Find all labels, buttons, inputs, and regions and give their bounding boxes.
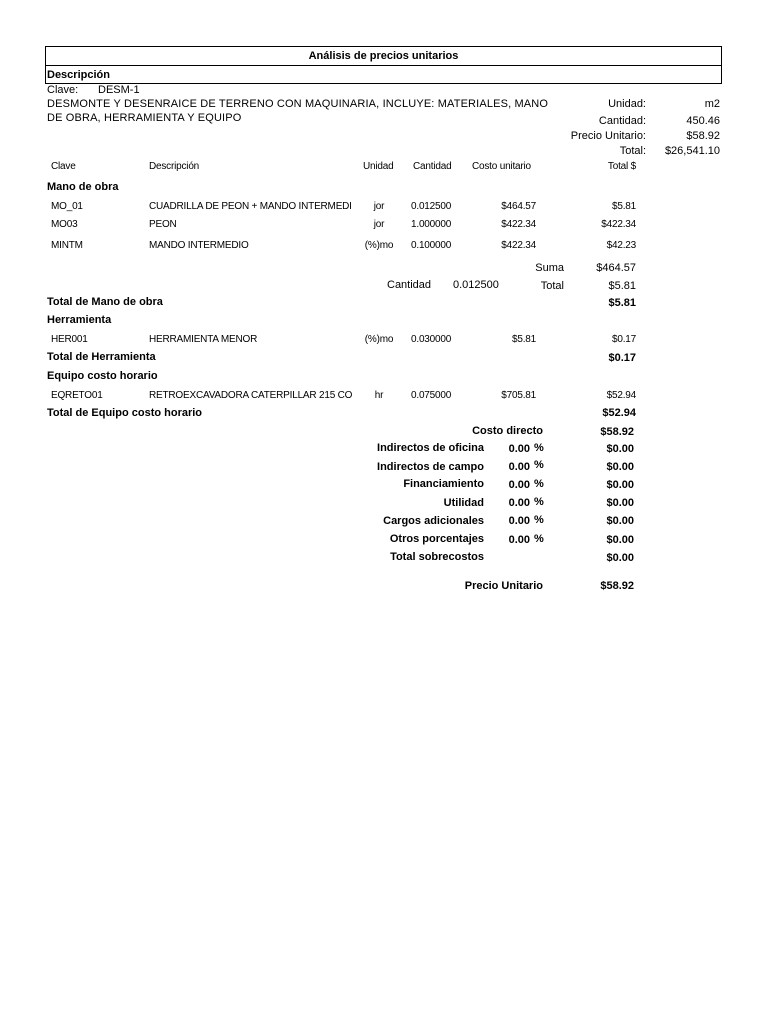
- sobrecosto-label: Indirectos de campo: [377, 461, 484, 473]
- suma-value: $464.57: [596, 262, 636, 274]
- subtotal-cantidad-label: Cantidad: [387, 279, 432, 291]
- row-clave: MINTM: [51, 240, 83, 251]
- row-unidad: hr: [374, 390, 384, 401]
- unidad-value: m2: [704, 98, 720, 110]
- cantidad-value: 450.46: [686, 115, 720, 127]
- total-sobrecostos-label: Total sobrecostos: [390, 551, 484, 563]
- percent-sign: %: [534, 514, 544, 526]
- percent-sign: %: [534, 496, 544, 508]
- col-header-costo-unitario: Costo unitario: [472, 161, 531, 172]
- sobrecosto-value: $0.00: [606, 461, 634, 473]
- precio-unitario-label: Precio Unitario:: [570, 130, 646, 142]
- sobrecosto-pct: 0.00: [508, 534, 530, 546]
- row-unidad: jor: [373, 201, 385, 212]
- total-equipo-value: $52.94: [602, 407, 636, 419]
- col-header-cantidad: Cantidad: [413, 161, 452, 172]
- subtotal-total-value: $5.81: [608, 280, 636, 292]
- sobrecosto-value: $0.00: [606, 534, 634, 546]
- row-clave: MO_01: [51, 201, 83, 212]
- row-clave: HER001: [51, 334, 88, 345]
- sobrecosto-pct: 0.00: [508, 461, 530, 473]
- total-sobrecostos-value: $0.00: [606, 552, 634, 564]
- total-herramienta-value: $0.17: [608, 352, 636, 364]
- descripcion-box: [45, 66, 722, 84]
- row-clave: MO03: [51, 219, 78, 230]
- sobrecosto-label: Financiamiento: [403, 478, 484, 490]
- col-header-clave: Clave: [51, 161, 76, 172]
- precio-unitario-final-value: $58.92: [600, 580, 634, 592]
- total-mano-obra-label: Total de Mano de obra: [47, 296, 163, 308]
- percent-sign: %: [534, 533, 544, 545]
- section-title-equipo: Equipo costo horario: [47, 370, 158, 382]
- sobrecosto-value: $0.00: [606, 515, 634, 527]
- total-value: $26,541.10: [664, 145, 720, 157]
- sobrecosto-value: $0.00: [606, 497, 634, 509]
- row-total: $5.81: [611, 201, 636, 212]
- description-line-1: DESMONTE Y DESENRAICE DE TERRENO CON MAQUINARIA, INCLUYE: MATERIALES, MANO: [47, 98, 549, 110]
- clave-value: DESM-1: [98, 84, 140, 96]
- col-header-descripcion: Descripción: [149, 161, 200, 172]
- subtotal-cantidad-value: 0.012500: [453, 279, 499, 291]
- sobrecosto-label: Cargos adicionales: [383, 515, 484, 527]
- descripcion-label: Descripción: [47, 69, 110, 81]
- sobrecosto-value: $0.00: [606, 443, 634, 455]
- row-descripcion: PEON: [149, 219, 177, 230]
- precio-unitario-final-label: Precio Unitario: [464, 580, 543, 592]
- costo-directo-value: $58.92: [600, 426, 634, 438]
- row-descripcion: HERRAMIENTA MENOR: [149, 334, 258, 345]
- row-clave: EQRETO01: [51, 390, 103, 401]
- row-total: $422.34: [601, 219, 636, 230]
- sobrecosto-pct: 0.00: [508, 479, 530, 491]
- row-costo-unitario: $705.81: [501, 390, 536, 401]
- section-title-herramienta: Herramienta: [47, 314, 112, 326]
- percent-sign: %: [534, 478, 544, 490]
- col-header-unidad: Unidad: [363, 161, 394, 172]
- row-costo-unitario: $464.57: [501, 201, 536, 212]
- col-header-total: Total $: [607, 161, 636, 172]
- cantidad-label: Cantidad:: [598, 115, 646, 127]
- row-costo-unitario: $5.81: [511, 334, 536, 345]
- sobrecosto-pct: 0.00: [508, 443, 530, 455]
- row-cantidad: 0.012500: [411, 201, 452, 212]
- row-total: $0.17: [611, 334, 636, 345]
- percent-sign: %: [534, 459, 544, 471]
- sobrecosto-label: Otros porcentajes: [389, 533, 484, 545]
- subtotal-total-label: Total: [540, 280, 564, 292]
- page-title: Análisis de precios unitarios: [308, 50, 459, 62]
- row-cantidad: 0.030000: [411, 334, 452, 345]
- row-descripcion: MANDO INTERMEDIO: [149, 240, 249, 251]
- total-mano-obra-value: $5.81: [608, 297, 636, 309]
- costo-directo-label: Costo directo: [472, 425, 543, 437]
- clave-label: Clave:: [47, 84, 79, 96]
- total-herramienta-label: Total de Herramienta: [47, 351, 156, 363]
- row-costo-unitario: $422.34: [501, 240, 536, 251]
- percent-sign: %: [534, 442, 544, 454]
- row-costo-unitario: $422.34: [501, 219, 536, 230]
- row-cantidad: 0.100000: [411, 240, 452, 251]
- sobrecosto-label: Indirectos de oficina: [377, 442, 484, 454]
- row-unidad: jor: [373, 219, 385, 230]
- sobrecosto-pct: 0.00: [508, 497, 530, 509]
- sobrecosto-label: Utilidad: [443, 497, 484, 509]
- suma-label: Suma: [535, 262, 564, 274]
- row-descripcion: CUADRILLA DE PEON + MANDO INTERMEDI: [149, 201, 352, 212]
- row-total: $52.94: [606, 390, 636, 401]
- row-unidad: (%)mo: [364, 334, 394, 345]
- sobrecosto-pct: 0.00: [508, 515, 530, 527]
- row-total: $42.23: [606, 240, 636, 251]
- unidad-label: Unidad:: [608, 98, 646, 110]
- row-unidad: (%)mo: [364, 240, 394, 251]
- precio-unitario-value: $58.92: [686, 130, 720, 142]
- section-title-mano-obra: Mano de obra: [47, 181, 119, 193]
- description-line-2: DE OBRA, HERRAMIENTA Y EQUIPO: [47, 112, 242, 124]
- total-label: Total:: [619, 145, 646, 157]
- total-equipo-label: Total de Equipo costo horario: [47, 407, 203, 419]
- sobrecosto-value: $0.00: [606, 479, 634, 491]
- row-cantidad: 1.000000: [411, 219, 452, 230]
- row-cantidad: 0.075000: [411, 390, 452, 401]
- row-descripcion: RETROEXCAVADORA CATERPILLAR 215 CO: [149, 390, 353, 401]
